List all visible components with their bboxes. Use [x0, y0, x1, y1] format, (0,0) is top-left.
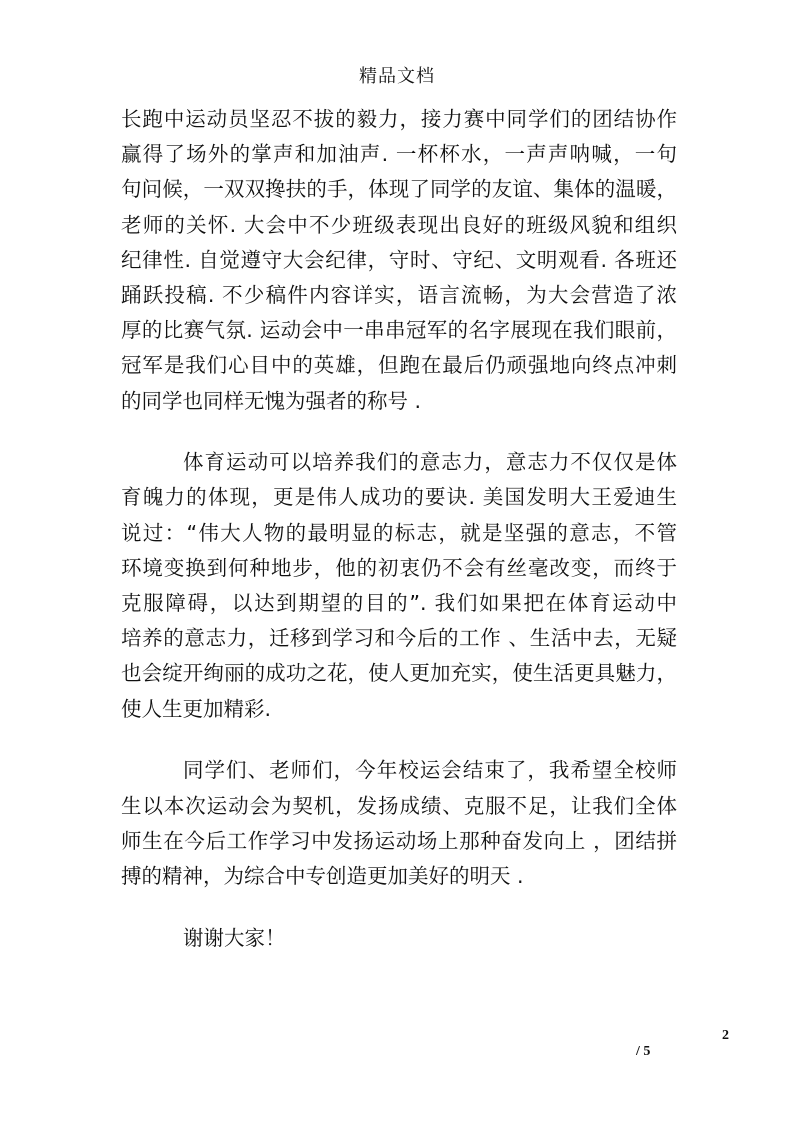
- text-line: 纪律性. 自觉遵守大会纪律，守时、守纪、文明观看. 各班还: [121, 247, 677, 272]
- text-line: 环境变换到何种地步，他的初衷仍不会有丝毫改变，而终于: [121, 555, 677, 580]
- document-body: [121, 102, 677, 956]
- text-line: 冠军是我们心目中的英雄，但跑在最后仍顽强地向终点冲刺: [121, 353, 677, 378]
- text-line: 搏的精神，为综合中专创造更加美好的明天 .: [121, 863, 524, 888]
- text-line: 同学们、老师们，今年校运会结束了，我希望全校师: [183, 758, 677, 783]
- paragraph-gap: [121, 419, 677, 446]
- paragraph: [121, 753, 677, 894]
- paragraph: [121, 445, 677, 727]
- text-line: 生以本次运动会为契机，发扬成绩、克服不足，让我们全体: [121, 793, 677, 818]
- page-number: 2: [722, 1028, 729, 1043]
- paragraph-gap: [121, 727, 677, 754]
- text-line: 体育运动可以培养我们的意志力，意志力不仅仅是体: [183, 450, 677, 475]
- text-line: 培养的意志力，迁移到学习和今后的工作 、生活中去，无疑: [121, 626, 677, 651]
- text-line: 厚的比赛气氛. 运动会中一串串冠军的名字展现在我们眼前，: [121, 318, 677, 343]
- text-line: 师生在今后工作学习中发扬运动场上那种奋发向上 ，团结拼: [121, 828, 677, 853]
- text-line: 踊跃投稿. 不少稿件内容详实，语言流畅，为大会营造了浓: [121, 282, 677, 307]
- paragraph: [121, 921, 677, 956]
- text-line: 说过：“伟大人物的最明显的标志，就是坚强的意志，不管: [121, 520, 677, 545]
- paragraph: [121, 102, 677, 419]
- text-line: 使人生更加精彩.: [121, 696, 272, 721]
- paragraph-gap: [121, 894, 677, 921]
- text-line: 克服障碍，以达到期望的目的”. 我们如果把在体育运动中: [121, 591, 677, 616]
- text-line: 长跑中运动员坚忍不拔的毅力，接力赛中同学们的团结协作: [121, 107, 677, 131]
- page-total: / 5: [636, 1044, 651, 1059]
- text-line: 老师的关怀. 大会中不少班级表现出良好的班级风貌和组织: [121, 212, 677, 237]
- text-line: 谢谢大家！: [183, 925, 286, 950]
- text-line: 句问候，一双双搀扶的手，体现了同学的友谊、集体的温暖，: [121, 177, 677, 202]
- text-line: 也会绽开绚丽的成功之花，使人更加充实，使生活更具魅力，: [121, 661, 677, 686]
- text-line: 的同学也同样无愧为强者的称号 .: [121, 388, 422, 413]
- document-header: 精品文档: [359, 66, 435, 87]
- text-line: 育魄力的体现，更是伟人成功的要诀. 美国发明大王爱迪生: [121, 485, 677, 510]
- text-line: 赢得了场外的掌声和加油声. 一杯杯水，一声声呐喊，一句: [121, 142, 677, 167]
